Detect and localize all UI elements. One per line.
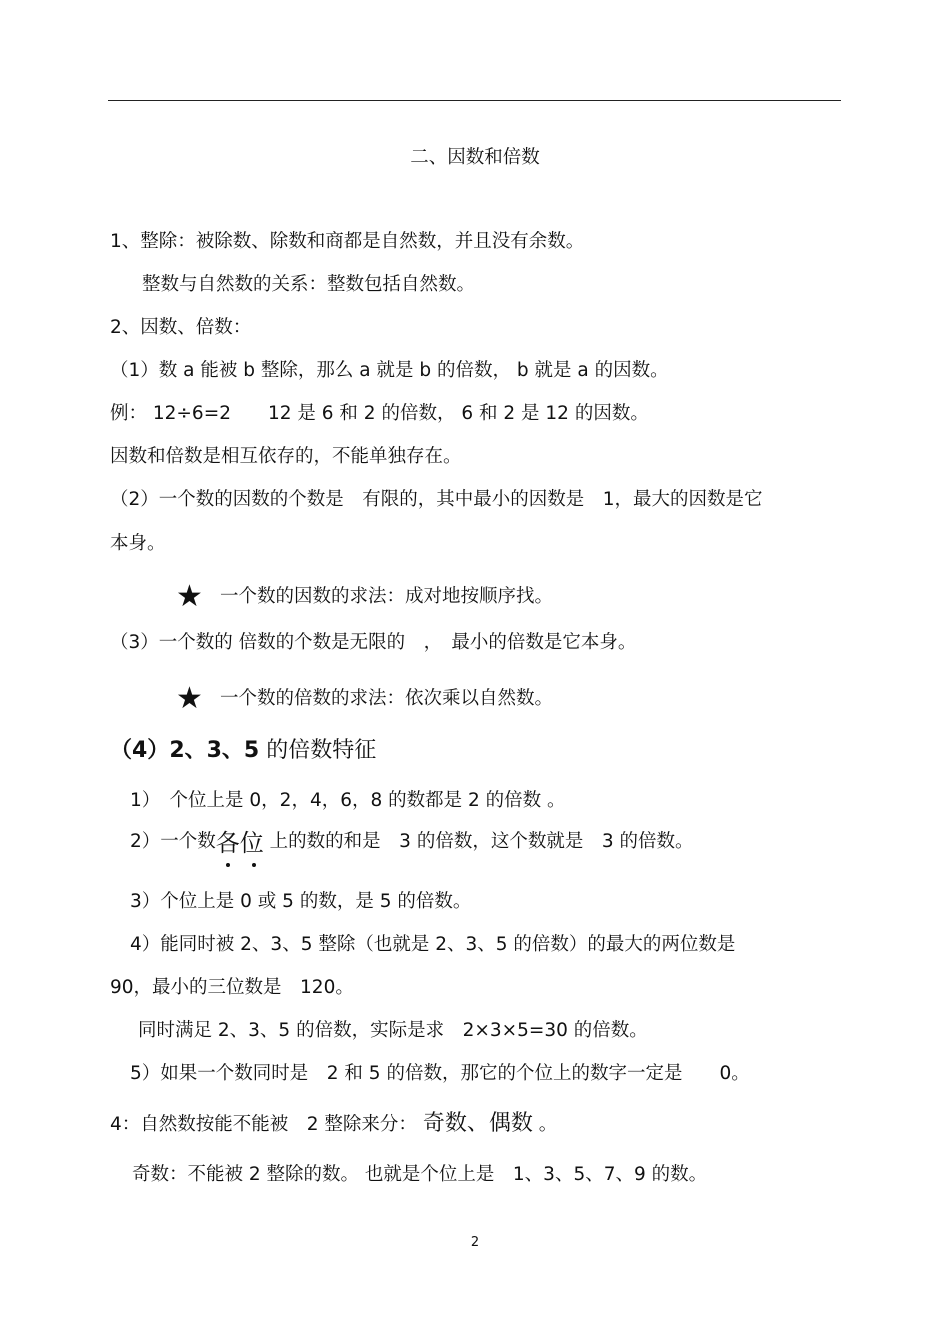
- text-line-1: 1、整除：被除数、除数和商都是自然数，并且没有余数。: [110, 231, 585, 252]
- heading-number: （4）: [110, 738, 170, 763]
- rule-1: 1） 个位上是 0，2，4，6，8 的数都是 2 的倍数 。: [130, 790, 566, 811]
- odd-number-definition: 奇数：不能被 2 整除的数。 也就是个位上是 1、3、5、7、9 的数。: [132, 1164, 708, 1185]
- rule-4-cont: 90，最小的三位数是 120。: [110, 977, 354, 998]
- page-title: 二、因数和倍数: [410, 147, 540, 168]
- star-line-factors-text: 一个数的因数的求法：成对地按顺序找。: [220, 586, 554, 607]
- heading-digits: 2、3、5: [169, 738, 260, 763]
- natural-number-split-text: 4：自然数按能不能被 2 整除来分：: [110, 1114, 417, 1135]
- header-rule: [108, 100, 841, 101]
- rule-5: 5）如果一个数同时是 2 和 5 的倍数，那它的个位上的数字一定是 0。: [130, 1063, 750, 1084]
- text-line-4: （1）数 a 能被 b 整除，那么 a 就是 b 的倍数， b 就是 a 的因数。: [110, 360, 669, 381]
- natural-number-split-end: 。: [538, 1114, 558, 1135]
- text-line-5: 例： 12÷6=2 12 是 6 和 2 的倍数， 6 和 2 是 12 的因数。: [110, 403, 649, 424]
- text-line-8: 本身。: [110, 533, 166, 554]
- odd-even-terms: 奇数、偶数: [422, 1111, 533, 1136]
- page-number: 2: [470, 1235, 480, 1250]
- rule-2: [130, 830, 693, 855]
- section-heading-4: [110, 739, 376, 763]
- emphasis-word-text: 各位: [215, 829, 264, 857]
- natural-number-split: [110, 1112, 557, 1137]
- text-line-7: （2）一个数的因数的个数是 有限的，其中最小的因数是 1，最大的因数是它: [110, 489, 763, 510]
- rule-4: 4）能同时被 2、3、5 整除（也就是 2、3、5 的倍数）的最大的两位数是: [130, 934, 736, 955]
- text-line-3: 2、因数、倍数：: [110, 317, 252, 338]
- rule-3: 3）个位上是 0 或 5 的数，是 5 的倍数。: [130, 891, 472, 912]
- star-line-multiples-text: 一个数的倍数的求法：依次乘以自然数。: [220, 688, 554, 709]
- star-icon: ★: [176, 579, 203, 614]
- emphasis-dot: [252, 863, 256, 867]
- star-icon: ★: [176, 681, 203, 716]
- star-line-factors: [176, 579, 554, 614]
- emphasis-word: [216, 831, 264, 855]
- text-line-6: 因数和倍数是相互依存的，不能单独存在。: [110, 446, 462, 467]
- rule-2-end: 上的数的和是 3 的倍数，这个数就是 3 的倍数。: [269, 831, 694, 852]
- text-line-2: 整数与自然数的关系：整数包括自然数。: [142, 274, 476, 295]
- emphasis-dot: [226, 863, 230, 867]
- text-line-10: （3）一个数的 倍数的个数是无限的 ， 最小的倍数是它本身。: [110, 632, 637, 653]
- star-line-multiples: [176, 681, 554, 716]
- heading-text: 的倍数特征: [266, 738, 377, 763]
- rule-2-start: 2）一个数: [130, 831, 216, 852]
- rule-4-note: 同时满足 2、3、5 的倍数，实际是求 2×3×5=30 的倍数。: [138, 1020, 648, 1041]
